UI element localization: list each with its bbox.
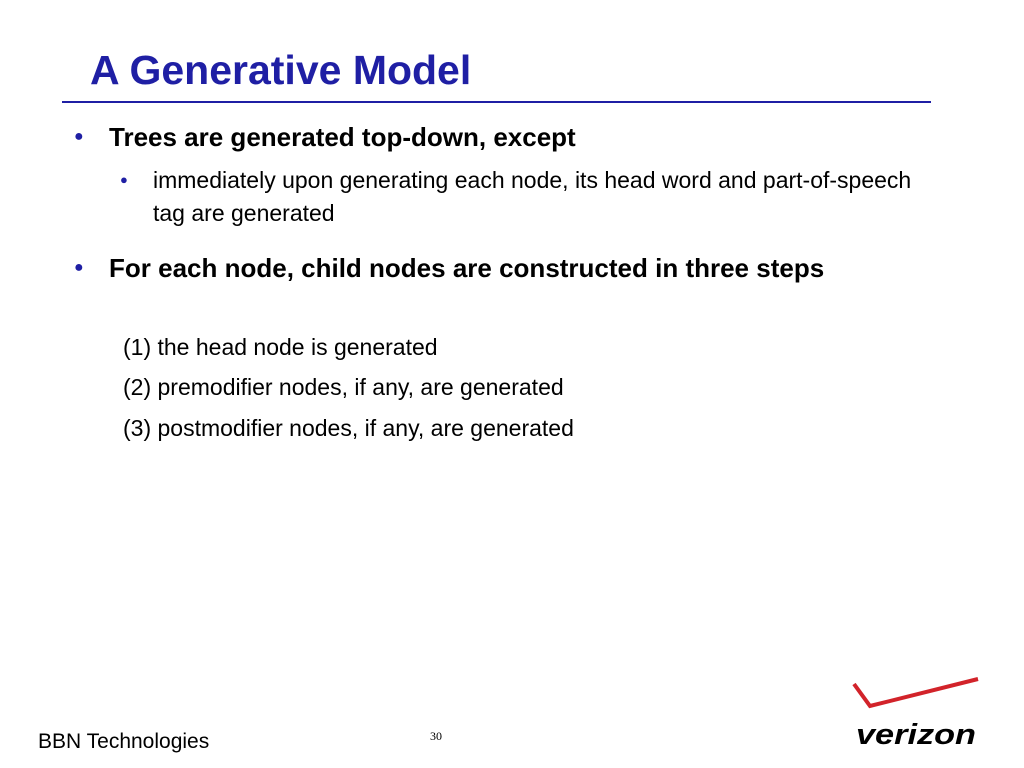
page-number: 30	[430, 729, 442, 743]
bullet-dot-icon: ●	[74, 259, 84, 276]
step-item: (3) postmodifier nodes, if any, are generated	[123, 415, 574, 441]
bullet-text: Trees are generated top-down, except	[109, 122, 576, 152]
footer-company: BBN Technologies	[38, 730, 210, 753]
slide-title: A Generative Model	[90, 47, 472, 93]
step-item: (2) premodifier nodes, if any, are generated	[123, 374, 564, 400]
logo-check-icon	[854, 679, 978, 706]
bullet-text: For each node, child nodes are constructed in three steps	[109, 253, 825, 283]
logo-wordmark: verizon	[856, 719, 976, 751]
step-item: (1) the head node is generated	[123, 334, 438, 360]
sub-bullet-text: immediately upon generating each node, its head word and part-of-speech tag are generated	[153, 167, 912, 226]
verizon-logo	[850, 676, 985, 756]
bullet-dot-icon: ●	[74, 128, 84, 145]
sub-bullet-dot-icon: ●	[120, 172, 128, 187]
